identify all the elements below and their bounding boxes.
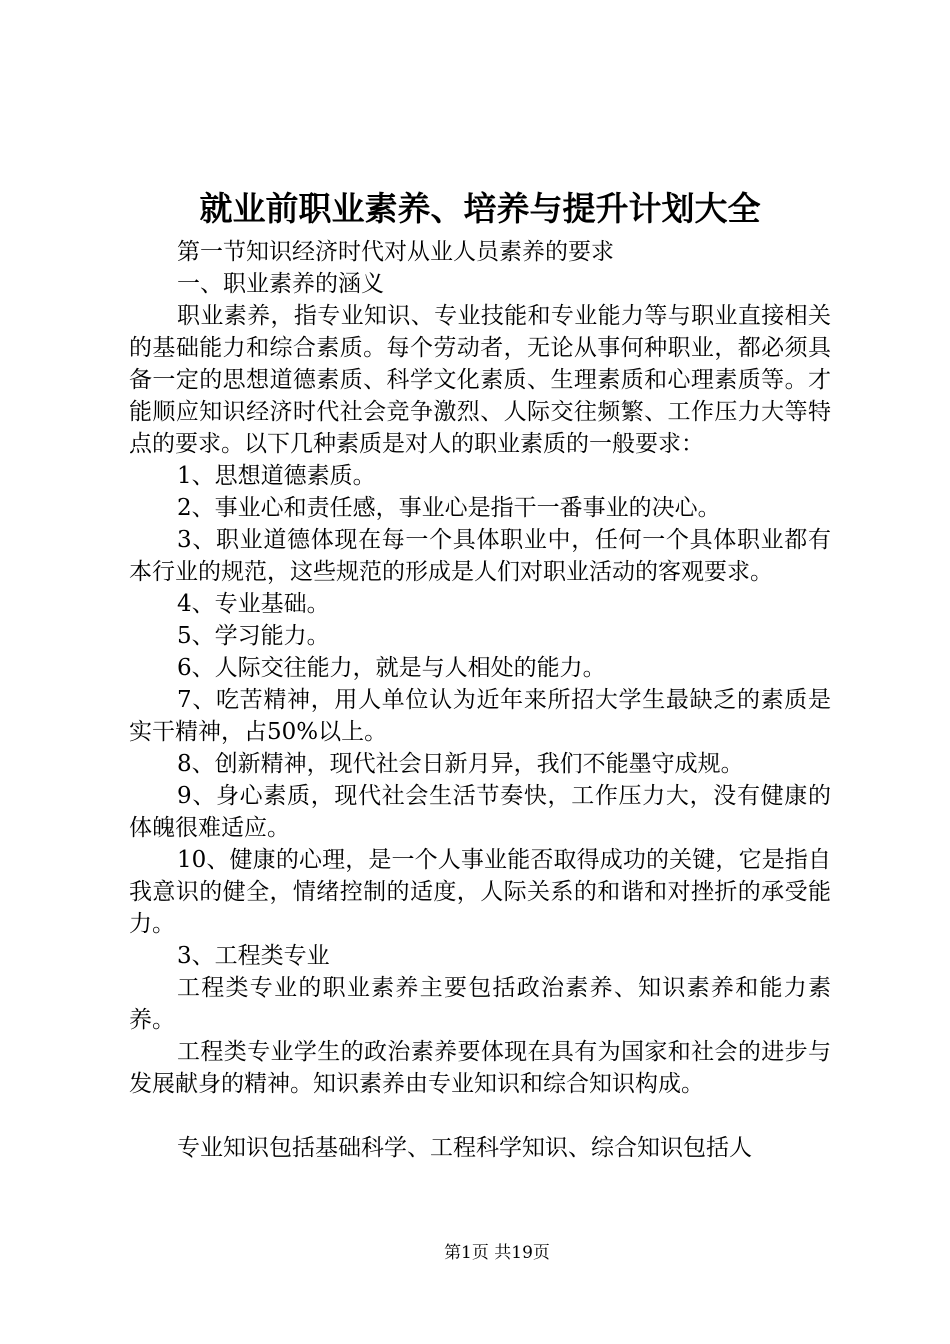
list-item: 2、事业心和责任感，事业心是指干一番事业的决心。 (177, 495, 721, 521)
list-item: 3、职业道德体现在每一个具体职业中，任何一个具体职业都有本行业的规范，这些规范的形成是人们对职业活动的客观要求。 (129, 527, 831, 585)
subsection-heading: 3、工程类专业 (177, 943, 330, 969)
list-item: 1、思想道德素质。 (177, 463, 376, 489)
body-paragraph: 职业素养，指专业知识、专业技能和专业能力等与职业直接相关的基础能力和综合素质。每个劳动者，无论从事何种职业，都必须具备一定的思想道德素质、科学文化素质、生理素质和心理素质等。才能顺应知识经济时代社会竞争激烈、人际交往频繁、工作压力大等特点的要求。以下几种素质是对人的职业素质的一般要求： (129, 303, 831, 457)
body-paragraph: 工程类专业的职业素养主要包括政治素养、知识素养和能力素养。 (129, 975, 831, 1033)
document-body (129, 236, 831, 1164)
list-item: 8、创新精神，现代社会日新月异，我们不能墨守成规。 (177, 751, 744, 777)
body-paragraph: 工程类专业学生的政治素养要体现在具有为国家和社会的进步与发展献身的精神。知识素养由专业知识和综合知识构成。 (129, 1039, 831, 1097)
list-item: 4、专业基础。 (177, 591, 330, 617)
list-item: 10、健康的心理，是一个人事业能否取得成功的关键，它是指自我意识的健全，情绪控制的适度，人际关系的和谐和对挫折的承受能力。 (129, 847, 831, 937)
body-paragraph: 专业知识包括基础科学、工程科学知识、综合知识包括人 (177, 1135, 752, 1161)
paragraph-gap (129, 1100, 831, 1132)
list-item: 6、人际交往能力，就是与人相处的能力。 (177, 655, 606, 681)
list-item: 7、吃苦精神，用人单位认为近年来所招大学生最缺乏的素质是实干精神，占50%以上。 (129, 687, 831, 745)
list-item: 9、身心素质，现代社会生活节奏快，工作压力大，没有健康的体魄很难适应。 (129, 783, 831, 841)
list-item: 5、学习能力。 (177, 623, 330, 649)
document-title: 就业前职业素养、培养与提升计划大全 (199, 189, 761, 228)
section-heading: 第一节知识经济时代对从业人员素养的要求 (177, 239, 614, 265)
page-footer: 第1页 共19页 (444, 1243, 550, 1263)
subsection-heading: 一、职业素养的涵义 (177, 271, 384, 297)
